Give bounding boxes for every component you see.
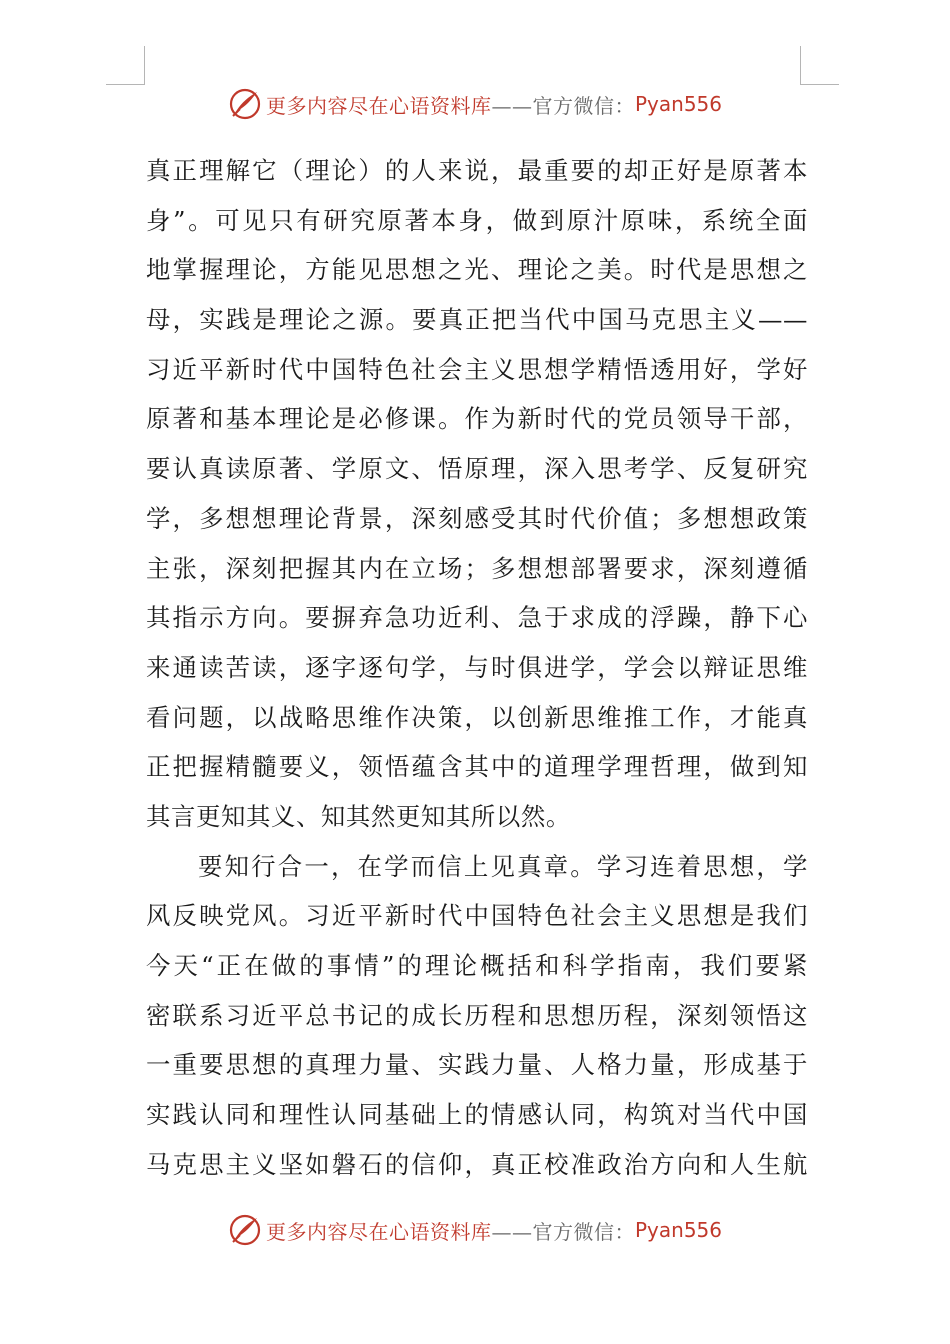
body-line-paragraph-end: 其言更知其义、知其然更知其所以然。 — [146, 801, 571, 831]
crop-mark-top-right — [800, 46, 839, 85]
footer-banner-title: 更多内容尽在心语资料库 — [265, 1219, 492, 1244]
body-line: 身”。可见只有研究原著本身，做到原汁原味，系统全面 — [146, 205, 808, 235]
body-line: 其指示方向。要摒弃急功近利、急于求成的浮躁，静下心 — [146, 603, 808, 633]
body-line: 风反映党风。习近平新时代中国特色社会主义思想是我们 — [146, 901, 808, 931]
header-banner-title: 更多内容尽在心语资料库 — [265, 93, 492, 118]
body-line: 实践认同和理性认同基础上的情感认同，构筑对当代中国 — [146, 1100, 808, 1130]
header-banner-dash: ——官方微信： — [491, 93, 635, 118]
body-line: 学，多想想理论背景，深刻感受其时代价值；多想想政策 — [146, 503, 808, 533]
body-line: 母，实践是理论之源。要真正把当代中国马克思主义—— — [146, 305, 808, 335]
header-banner — [0, 86, 950, 122]
body-line: 今天“正在做的事情”的理论概括和科学指南，我们要紧 — [146, 951, 808, 980]
quill-logo-icon — [228, 1213, 262, 1247]
body-line: 真正理解它（理论）的人来说，最重要的却正好是原著本 — [146, 156, 808, 185]
body-line: 原著和基本理论是必修课。作为新时代的党员领导干部， — [146, 404, 808, 434]
footer-banner — [0, 1212, 950, 1248]
header-banner-wechat-id: Pyan556 — [634, 92, 722, 116]
body-line: 正把握精髓要义，领悟蕴含其中的道理学理哲理，做到知 — [146, 752, 808, 782]
body-line: 一重要思想的真理力量、实践力量、人格力量，形成基于 — [146, 1050, 808, 1080]
body-line: 地掌握理论，方能见思想之光、理论之美。时代是思想之 — [146, 255, 808, 285]
body-line: 马克思主义坚如磐石的信仰，真正校准政治方向和人生航 — [146, 1149, 808, 1179]
footer-banner-wechat-id: Pyan556 — [634, 1218, 722, 1242]
body-line-paragraph-start: 要知行合一，在学而信上见真章。学习连着思想，学 — [198, 851, 808, 881]
quill-logo-icon — [228, 87, 262, 121]
body-line: 来通读苦读，逐字逐句学，与时俱进学，学会以辩证思维 — [146, 652, 808, 682]
body-line: 主张，深刻把握其内在立场；多想想部署要求，深刻遵循 — [146, 553, 808, 583]
body-line: 密联系习近平总书记的成长历程和思想历程，深刻领悟这 — [146, 1000, 808, 1030]
crop-mark-top-left — [106, 46, 145, 85]
body-line: 看问题，以战略思维作决策，以创新思维推工作，才能真 — [146, 702, 808, 732]
footer-banner-dash: ——官方微信： — [491, 1219, 635, 1244]
body-line: 要认真读原著、学原文、悟原理，深入思考学、反复研究 — [146, 454, 808, 484]
document-body — [146, 146, 808, 1189]
body-line: 习近平新时代中国特色社会主义思想学精悟透用好，学好 — [146, 354, 808, 384]
